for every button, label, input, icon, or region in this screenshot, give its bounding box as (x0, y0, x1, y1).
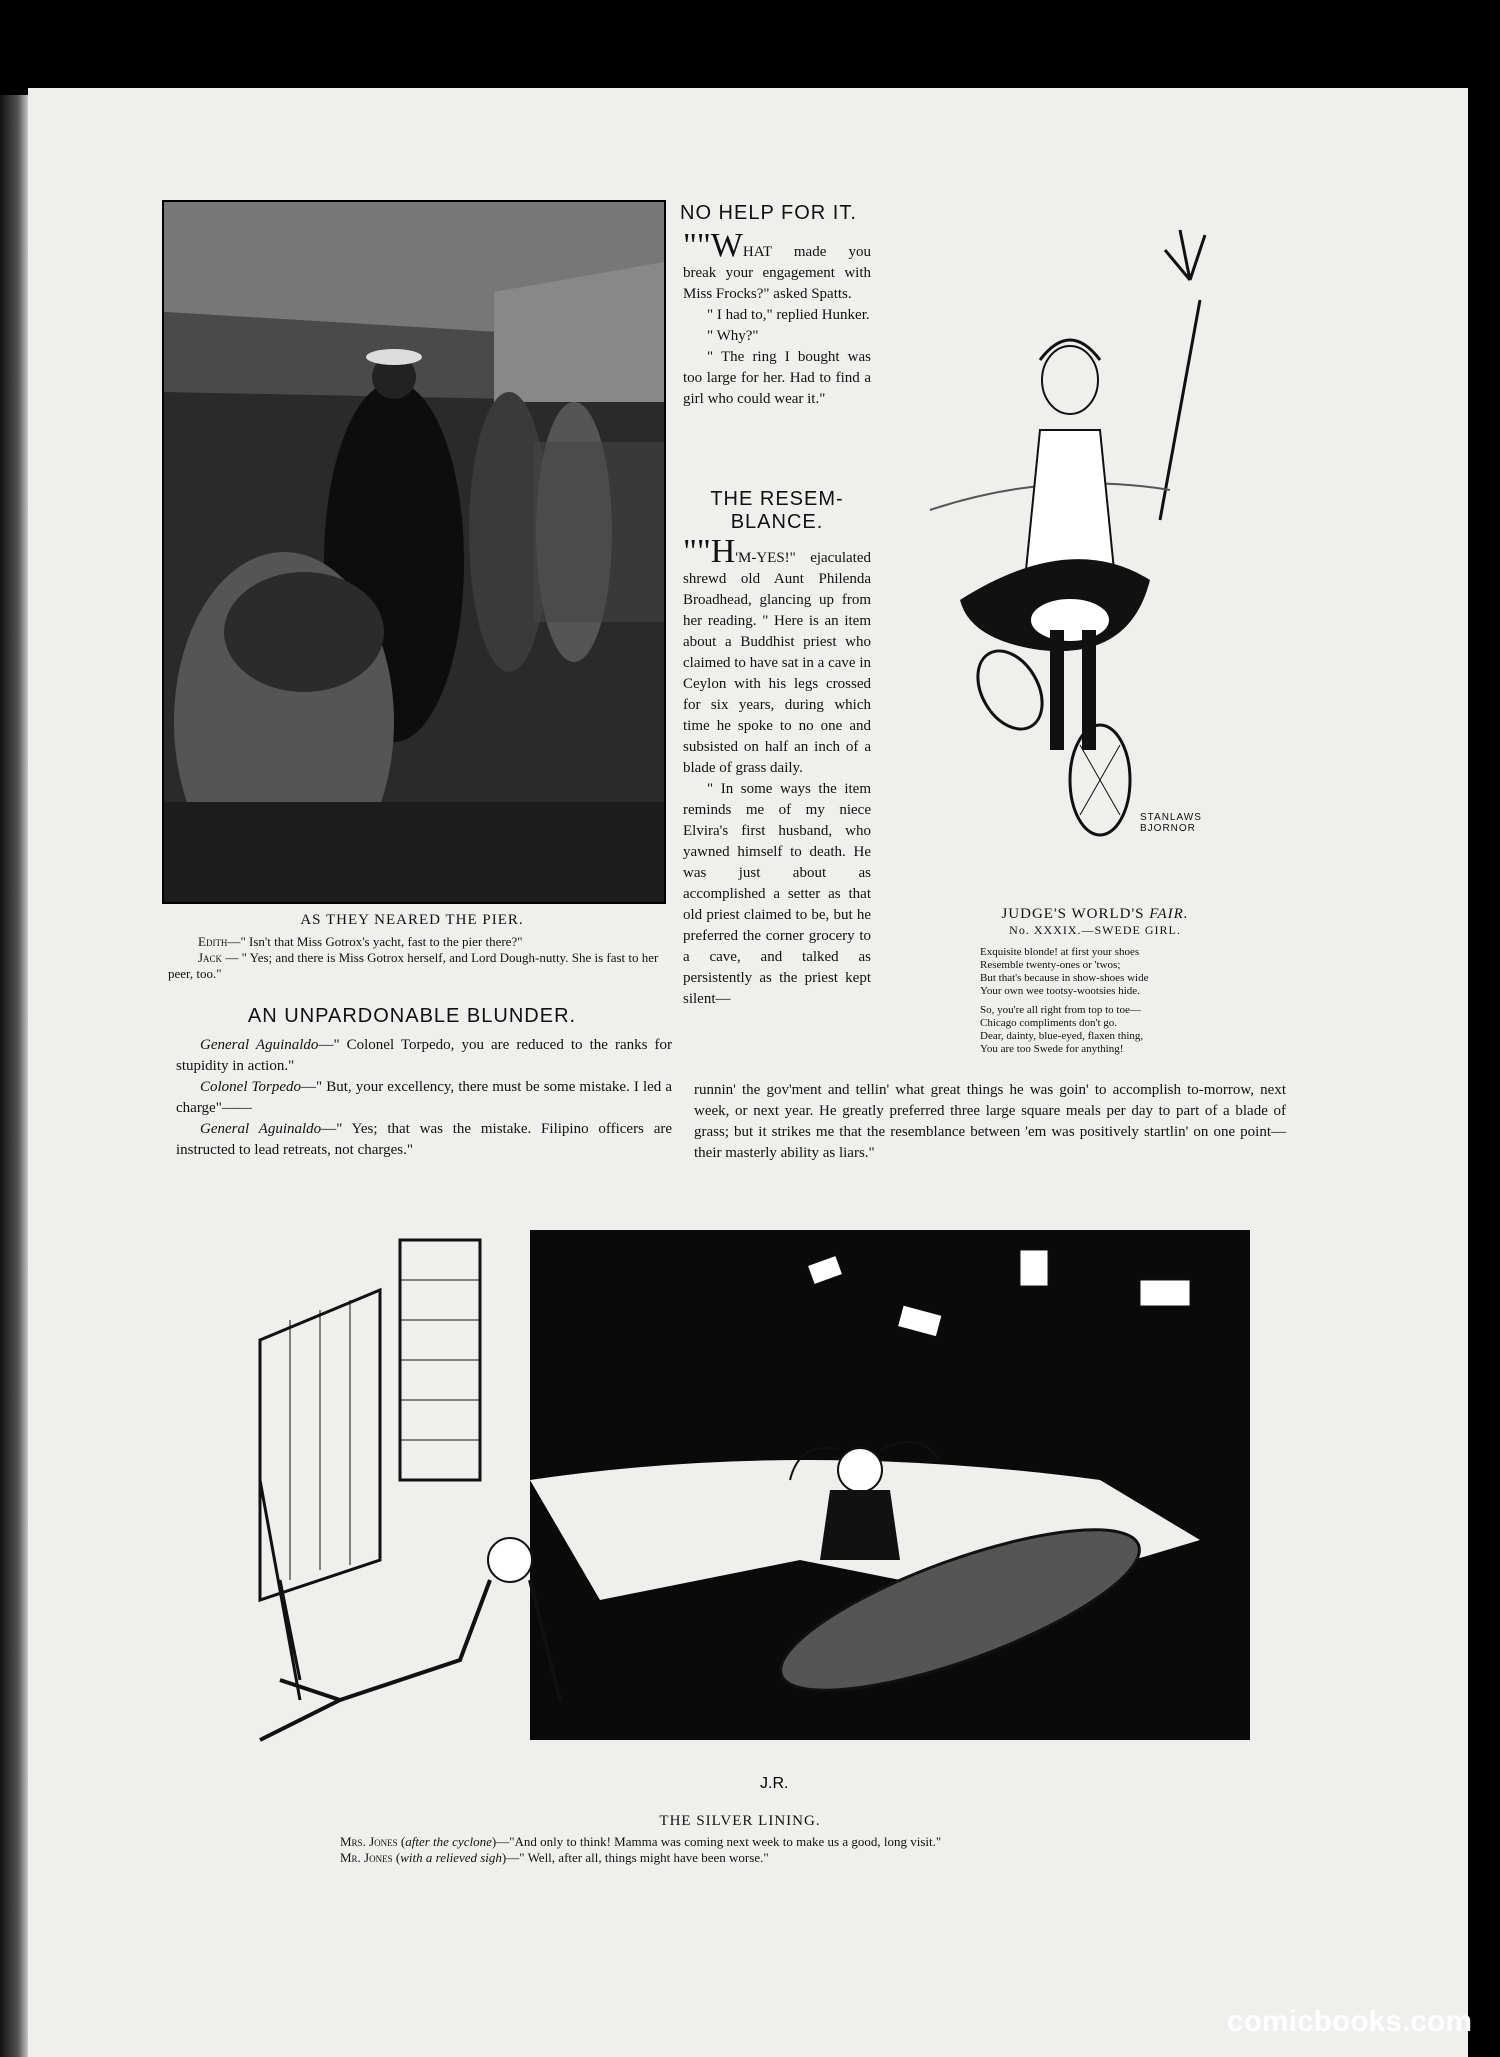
blunder-heading: AN UNPARDONABLE BLUNDER. (247, 1005, 577, 1027)
silver-line-mr-jones: )—" Well, after all, things might have been worse." (501, 1850, 769, 1865)
help-article (683, 227, 871, 410)
blunder-text-3: —" Yes; that was the mistake. Filipino officers are instructed to lead retreats, not charges." (176, 1121, 673, 1158)
fair-verse-line: Dear, dainty, blue-eyed, flaxen thing, (980, 1030, 1144, 1042)
fair-verse-line: But that's because in show-shoes wide (980, 972, 1149, 984)
resemblance-heading (683, 488, 871, 534)
silver-speaker-mrs-jones: Mrs. Jones (340, 1834, 398, 1849)
pier-speaker-edith: Edith (198, 934, 228, 949)
fair-verse (980, 946, 1270, 1056)
resemblance-dropcap: ""H (683, 533, 736, 570)
fair-title-italic: FAIR. (1149, 906, 1189, 922)
blunder-speaker-2: Colonel Torpedo (200, 1079, 302, 1095)
fair-signature-line2: BJORNOR (1140, 823, 1196, 834)
resemblance-heading-line2: BLANCE. (730, 511, 824, 533)
fair-verse-line: You are too Swede for anything! (980, 1043, 1124, 1055)
blunder-speaker-1: General Aguinaldo (200, 1037, 319, 1053)
resemblance-p1: 'M-YES!" ejaculated shrewd old Aunt Philenda Broadhead, glancing up from her reading. " Here is an item about a Buddhist priest who claimed to have sat in a cave in Ceylon with his legs crossed for six years, during which time he spoke to no one and subsisted on half an inch of a blade of grass daily. (683, 550, 871, 776)
site-watermark: comicbooks.com (1226, 2005, 1472, 2038)
blunder-article (176, 1035, 672, 1161)
help-dropcap: ""W (683, 227, 743, 264)
fair-verse-line: So, you're all right from top to toe— (980, 1004, 1141, 1016)
resemblance-heading-line1: THE RESEM- (710, 488, 844, 510)
help-p2: " I had to," replied Hunker. (707, 307, 870, 323)
pier-speaker-jack: Jack (198, 950, 223, 965)
blunder-speaker-3: General Aguinaldo (200, 1121, 322, 1137)
silver-line-mrs-jones: )—"And only to think! Mamma was coming next week to make us a good, long visit." (491, 1834, 942, 1849)
fair-caption (940, 906, 1250, 937)
help-p1: HAT made you break your engagement with Miss Frocks?" asked Spatts. (683, 244, 871, 302)
resemblance-p2: " In some ways the item reminds me of my niece Elvira's first husband, who yawned himself to death. He was just about as accomplished a setter as that old priest claimed to be, but he preferred the corner grocery to a cave, and talked as persistently as the priest kept silent— (683, 781, 871, 1007)
book-spine (0, 95, 30, 2057)
pier-line-edith: —" Isn't that Miss Gotrox's yacht, fast to the pier there?" (227, 934, 523, 949)
fair-verse-line: Your own wee tootsy-wootsies hide. (980, 985, 1140, 997)
fair-verse-line: Exquisite blonde! at first your shoes (980, 946, 1140, 958)
fair-verse-line: Chicago compliments don't go. (980, 1017, 1118, 1029)
resemblance-p3: runnin' the gov'ment and tellin' what great things he was goin' to accomplish to-morrow, next week, or next year. He greatly preferred three large square meals per day to part of a blade of grass; but it strikes me that the resemblance between 'em was positively startlin' on one point—their masterly ability as liars." (694, 1082, 1286, 1161)
help-p4: " The ring I bought was too large for her. Had to find a girl who could wear it." (683, 349, 871, 407)
fair-verse-line: Resemble twenty-ones or 'twos; (980, 959, 1121, 971)
cyclone-signature: J.R. (760, 1775, 789, 1792)
pier-caption-title: AS THEY NEARED THE PIER. (300, 912, 524, 928)
fair-signature-line1: STANLAWS (1140, 812, 1202, 823)
resemblance-article (683, 533, 871, 1010)
pier-dialogue (168, 934, 668, 982)
blunder-text-1: —" Colonel Torpedo, you are reduced to the ranks for stupidity in action." (176, 1037, 672, 1074)
cyclone-illustration (200, 1180, 1280, 1800)
pier-illustration (162, 200, 666, 904)
silver-caption-title: THE SILVER LINING. (659, 1813, 821, 1829)
silver-stage-mrs-jones: after the cyclone (405, 1834, 492, 1849)
fair-title-prefix: JUDGE'S WORLD'S (1001, 906, 1150, 922)
resemblance-continued (694, 1080, 1286, 1164)
fair-subtitle: No. XXXIX.—SWEDE GIRL. (1009, 923, 1181, 937)
blunder-text-2: —" But, your excellency, there must be some mistake. I led a charge"—— (176, 1079, 672, 1116)
silver-stage-mr-jones: with a relieved sigh (400, 1850, 502, 1865)
help-heading: NO HELP FOR IT. (680, 202, 857, 224)
swede-girl-illustration (900, 200, 1260, 860)
silver-dialogue: Mrs. Jones (after the cyclone)—"And only to think! Mamma was coming next week to make us a good, long visit." Mr. Jones (with a relieved sigh)—" Well, after all, things might have been worse." (340, 1834, 942, 1865)
help-p3: " Why?" (707, 328, 759, 344)
silver-speaker-mr-jones: Mr. Jones (340, 1850, 393, 1865)
pier-line-jack: — " Yes; and there is Miss Gotrox herself, and Lord Dough-nutty. She is fast to her peer, too." (168, 950, 659, 981)
